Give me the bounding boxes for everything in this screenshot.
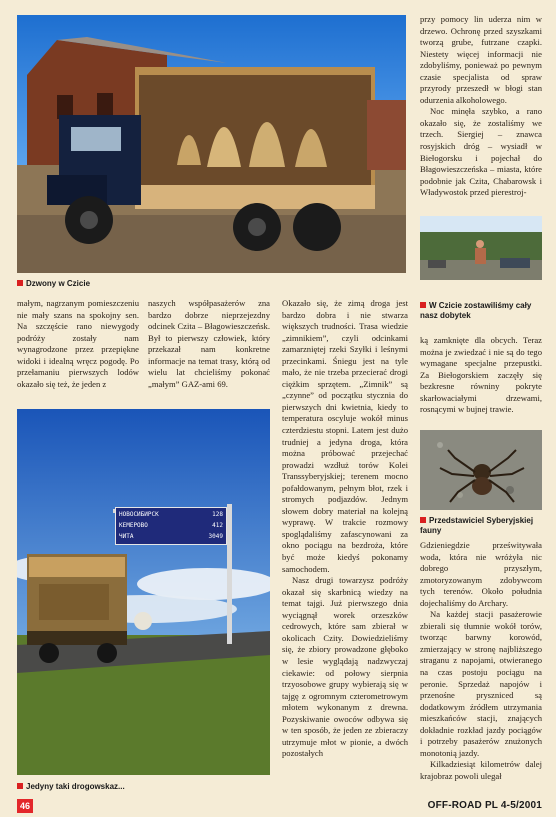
caption-camp: W Czicie zostawiliśmy cały nasz dobytek [420, 301, 532, 320]
road-sign-row: КЕМЕРОВО 412 [119, 522, 223, 529]
spider-photo [420, 430, 542, 510]
road-sign-row: ЧИТА 3049 [119, 533, 223, 540]
text-column-3: Okazało się, że zimą droga jest bardzo dobra i nie stwarza większych trudności. Trasa wiedzie „zimnikiem”, czyli odcinkami zamarzniętej rzeki Szyłki i leśnymi przecinkami. Śniegu jest na tyle mało, że nie trzeba przecierać drogi ciężkim sprzętem. „Zimnik” są „czynne” od początku stycznia do pierwszych dni kwietnia, kiedy to temperatura oscyluje wokół minus czterdziestu stopni. Latem jest dużo trudniej a jedyna droga, która można próbować przejechać prowadzi wzdłuż torów Kolei Transsyberyjskiej; terenem mocno pofałdowanym, pełnym błot, rzek i stromych podjazdów. Jednym słowem dobry materiał na kolejną wyprawę. W trakcie rozmowy spoglądaliśmy zafascynowani za okno pociągu na bezdroża, które być może kiedyś pokonamy samochodem. Nasz drugi towarzysz podróży okazał się skarbnicą wiedzy na temat tajgi. Już pierwszego dnia wyciągnął worek orzeszków cedrowych, które sam zbierał w okolicach Czity. Dowiedzieliśmy się, że zbiory prowadzone głęboko w lesie wyglądają nadzwyczaj ciekawie: od połowy sierpnia trzyosobowe grupy wybierają się w tajgę z ogromnym czterometrowym młotem wykonanym z drewna. Pozyskiwanie owoców odbywa się w ten sposób, że jeden ze zbieraczy utrzymuje młot w pionie, a dwóch pozostałych [282, 298, 408, 759]
text-column-1: małym, nagrzanym pomieszczeniu nie mały szans na spokojny sen. Na szczęście rano niewygody podróży zostały nam wynagrodzone przez przepiękne widoki i idealną wręcz pogodę. Po przełamaniu pierwszych lodów okazało się też, że jeden z [17, 298, 139, 389]
text-column-right-top: przy pomocy lin uderza nim w drzewo. Ochronę przed szyszkami tworzą grube, futrzane czapki. Niestety więcej informacji nie zdobyliśmy, ponieważ po pewnym czasie specjalista od spraw przyrody przeszedł w błogi stan odurzenia alkoholowego. Noc minęła szybko, a rano okazało się, że zostaliśmy we trzech. Siergiej – znawca rosyjskich dróg – wysiadł w Biełogorsku i pojechał do Błagowieszczeńska – miasta, które podobnie jak Czita, Chabarowsk i Władywostok przed pierestroj- [420, 14, 542, 198]
page-number: 46 [17, 799, 33, 813]
caption-sign: Jedyny taki drogowskaz... [17, 782, 125, 792]
road-sign-photo [17, 409, 270, 775]
caption-bells: Dzwony w Czicie [17, 279, 90, 289]
camp-photo [420, 216, 542, 280]
road-sign-row: НОВОСИБИРСК 128 [119, 511, 223, 518]
caption-spider: Przedstawiciel Syberyjskiej fauny [420, 516, 534, 535]
text-column-right-bottom: Gdzieniegdzie prześwitywała woda, która nie wróżyła nic dobrego przyszłym, zmotoryzowanym zdobywcom tych terenów. Około południa dojechaliśmy do Archary. Na każdej stacji pasażerowie zbierali się tłumnie wokół torów, tworząc barwny korowód, zmierzający w stronę najbliższego straganu z napojami, otwieranego na czas postoju pociągu na peronie. Sprzedaż napojów i przenośne pryszniced są dodatkowym źródłem utrzymania mieszkańców stacji, znających dokładnie rozkład jazdy pociągów i potrzeby pasażerów znużonych monotonią jazdy. Kilkadziesiąt kilometrów dalej krajobraz powoli ulegał [420, 540, 542, 781]
text-column-right-mid: ką zamknięte dla obcych. Teraz można je zwiedzać i nie są do tego wymagane specjalne przepustki. Za Biełogorskiem zaczęły się bezkresne równiny pokryte skarłowaciałymi drzewami, rosnącymi w bujnej trawie. [420, 335, 542, 415]
magazine-footer: OFF-ROAD PL 4-5/2001 [427, 800, 542, 811]
road-sign [115, 507, 227, 545]
text-column-2: naszych współpasażerów zna bardzo dobrze nieprzejezdny odcinek Czita – Błagowieszczeńsk. Był to pierwszy człowiek, który przekazał nam konkretne informacje na temat trasy, którą od wielu lat chcieliśmy pokonać „małym” GAZ-ami 69. [148, 298, 270, 389]
bells-truck-photo [17, 15, 406, 273]
